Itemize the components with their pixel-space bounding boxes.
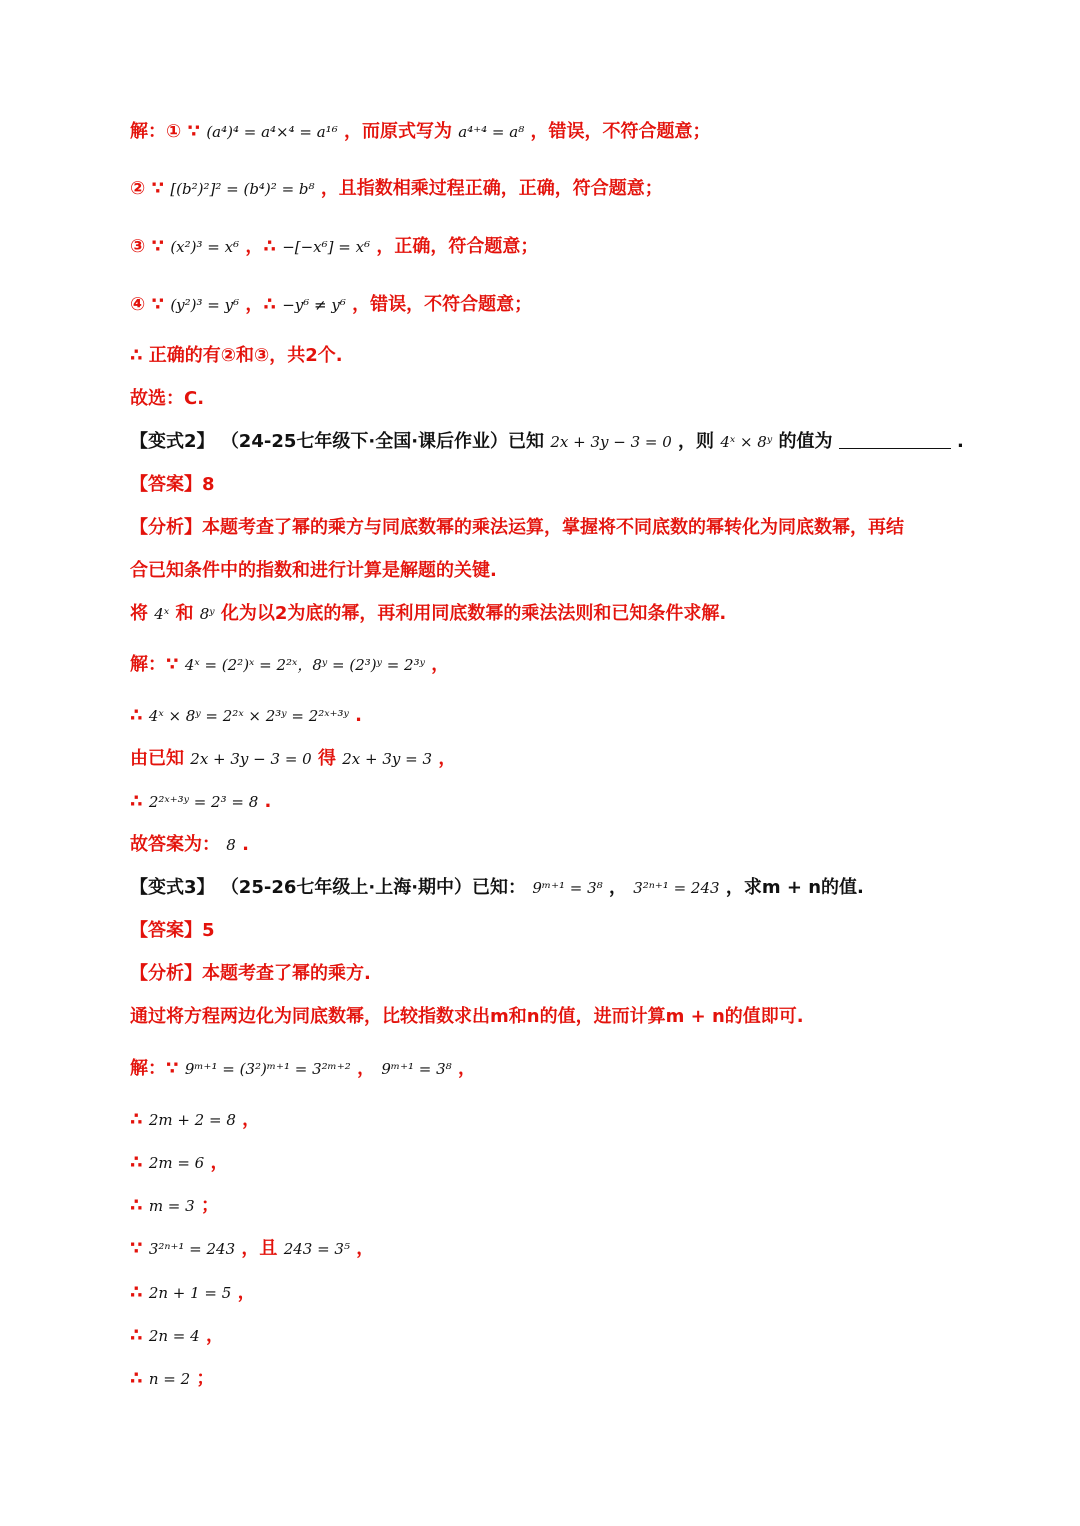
math-expression: a⁴⁺⁴ = a⁸ — [458, 123, 525, 141]
question-source: （25-26七年级上·上海·期中）已知： — [220, 877, 527, 898]
method-text: 和 — [175, 603, 194, 624]
step-text: ，错误，不符合题意； — [352, 294, 533, 315]
method-line — [130, 600, 726, 628]
solution-line — [130, 1149, 229, 1177]
math-expression: 2n = 4 — [148, 1327, 200, 1345]
method-label: 将 — [130, 603, 148, 624]
math-expression: 2m + 2 = 8 — [148, 1111, 236, 1129]
math-expression: n = 2 — [148, 1370, 191, 1388]
solution-line — [130, 788, 271, 816]
math-expression: (x²)³ = x⁶ — [170, 238, 240, 256]
step-label: ∴ — [130, 705, 143, 726]
math-expression: 2²ˣ⁺³ʸ = 2³ = 8 — [148, 793, 259, 811]
variant-2-question — [130, 428, 964, 456]
step-text: ， — [205, 1325, 224, 1346]
analysis-line — [130, 514, 904, 542]
step-text: ，且指数相乘过程正确，正确，符合题意； — [320, 178, 663, 199]
solution-line — [130, 1322, 224, 1350]
math-expression: 2m = 6 — [148, 1154, 205, 1172]
solution-line-1 — [130, 118, 711, 146]
step-text: ，∴ — [245, 236, 276, 257]
question-text: ，则 — [678, 431, 715, 452]
solution-line — [130, 702, 362, 730]
step-label: ∴ — [130, 1109, 143, 1130]
math-expression: 2n + 1 = 5 — [148, 1284, 232, 1302]
answer-line — [130, 471, 215, 499]
math-expression: 4ˣ = (2²)ˣ = 2²ˣ，8ʸ = (2³)ʸ = 2³ʸ — [184, 656, 425, 674]
math-expression: 3²ⁿ⁺¹ = 243 — [633, 879, 720, 897]
conclusion-text: ∴ 正确的有②和③，共2个. — [130, 345, 343, 366]
math-expression: (a⁴)⁴ = a⁴×⁴ = a¹⁶ — [206, 123, 338, 141]
choice-text: 故选：C. — [130, 388, 205, 409]
step-label: ③ ∵ — [130, 236, 165, 257]
solution-line — [130, 745, 456, 773]
step-text: ， — [356, 1238, 375, 1259]
answer-text: 【答案】5 — [130, 920, 215, 941]
math-expression: 2x + 3y − 3 = 0 — [550, 433, 672, 451]
step-text: ， — [431, 654, 450, 675]
math-expression: 4ˣ — [154, 605, 170, 623]
variant-label: 【变式2】 — [130, 431, 215, 452]
math-expression: 2x + 3y = 3 — [342, 750, 433, 768]
step-label: ④ ∵ — [130, 294, 165, 315]
method-text: 化为以2为底的幂，再利用同底数幂的乘法法则和已知条件求解. — [220, 603, 727, 624]
step-text: ， — [438, 748, 457, 769]
step-text: ； — [196, 1368, 215, 1389]
step-text: ，∴ — [245, 294, 276, 315]
analysis-line — [130, 960, 371, 988]
step-label: ∴ — [130, 791, 143, 812]
math-expression: −[−x⁶] = x⁶ — [282, 238, 371, 256]
math-expression: 8 — [226, 836, 236, 854]
step-text: . — [242, 834, 249, 855]
step-text: ， — [242, 1109, 261, 1130]
step-label: ∴ — [130, 1152, 143, 1173]
question-text: ， — [608, 877, 627, 898]
solution-line — [130, 1106, 260, 1134]
step-label: ∵ — [130, 1238, 143, 1259]
math-expression: 9ᵐ⁺¹ = 3⁸ — [532, 879, 603, 897]
step-label: 故答案为： — [130, 834, 220, 855]
math-expression: 4ˣ × 8ʸ = 2²ˣ × 2³ʸ = 2²ˣ⁺³ʸ — [148, 707, 349, 725]
step-label: ∴ — [130, 1195, 143, 1216]
solution-line-4 — [130, 291, 532, 319]
step-label: 解：∵ — [130, 1058, 179, 1079]
math-expression: m = 3 — [148, 1197, 195, 1215]
step-text: ， — [210, 1152, 229, 1173]
step-label: 由已知 — [130, 748, 184, 769]
math-expression: 9ᵐ⁺¹ = 3⁸ — [381, 1060, 452, 1078]
math-expression: 8ʸ — [199, 605, 215, 623]
question-text: 的值为 — [778, 431, 833, 452]
step-text: ； — [200, 1195, 219, 1216]
variant-label: 【变式3】 — [130, 877, 215, 898]
step-text: ，而原式写为 — [343, 121, 452, 142]
step-label: 解：∵ — [130, 654, 179, 675]
question-end: . — [957, 431, 964, 452]
final-answer-line — [130, 831, 249, 859]
choice-line — [130, 385, 204, 413]
math-expression: −y⁶ ≠ y⁶ — [282, 296, 346, 314]
step-text: ，且 — [241, 1238, 278, 1259]
math-expression: 2x + 3y − 3 = 0 — [190, 750, 312, 768]
solution-line — [130, 651, 449, 679]
answer-line — [130, 917, 215, 945]
solution-line — [130, 1055, 476, 1083]
solution-line — [130, 1365, 214, 1393]
question-text: ，求m + n的值. — [725, 877, 864, 898]
step-text: ，正确，符合题意； — [376, 236, 539, 257]
answer-text: 【答案】8 — [130, 474, 215, 495]
math-expression: 9ᵐ⁺¹ = (3²)ᵐ⁺¹ = 3²ᵐ⁺² — [184, 1060, 351, 1078]
step-text: . — [355, 705, 363, 726]
step-text: ， — [357, 1058, 376, 1079]
analysis-text: 【分析】本题考查了幂的乘方与同底数幂的乘法运算，掌握将不同底数的幂转化为同底数幂，再结 — [130, 517, 904, 538]
analysis-text: 【分析】本题考查了幂的乘方. — [130, 963, 371, 984]
math-expression: [(b²)²]² = (b⁴)² = b⁸ — [170, 180, 315, 198]
solution-line — [130, 1192, 219, 1220]
analysis-line-cont — [130, 557, 497, 585]
math-expression: (y²)³ = y⁶ — [170, 296, 240, 314]
step-text: . — [264, 791, 272, 812]
solution-line-3 — [130, 233, 538, 261]
method-text: 通过将方程两边化为同底数幂，比较指数求出m和n的值，进而计算m + n的值即可. — [130, 1006, 804, 1027]
step-label: ∴ — [130, 1282, 143, 1303]
variant-3-question — [130, 874, 864, 902]
question-source: （24-25七年级下·全国·课后作业）已知 — [220, 431, 545, 452]
step-text: ，错误，不符合题意； — [530, 121, 711, 142]
analysis-text: 合已知条件中的指数和进行计算是解题的关键. — [130, 560, 497, 581]
step-label: ∴ — [130, 1368, 143, 1389]
math-expression: 243 = 3⁵ — [283, 1240, 350, 1258]
step-label: ② ∵ — [130, 178, 165, 199]
conclusion-line — [130, 342, 343, 370]
answer-blank — [839, 432, 951, 449]
step-label: ∴ — [130, 1325, 143, 1346]
math-expression: 3²ⁿ⁺¹ = 243 — [148, 1240, 236, 1258]
solution-line-2 — [130, 175, 663, 203]
step-text: 得 — [317, 748, 336, 769]
solution-line — [130, 1279, 256, 1307]
step-label: 解：① ∵ — [130, 121, 201, 142]
step-text: ， — [457, 1058, 476, 1079]
math-expression: 4ˣ × 8ʸ — [720, 433, 773, 451]
solution-line — [130, 1235, 374, 1263]
method-line — [130, 1003, 804, 1031]
step-text: ， — [237, 1282, 256, 1303]
